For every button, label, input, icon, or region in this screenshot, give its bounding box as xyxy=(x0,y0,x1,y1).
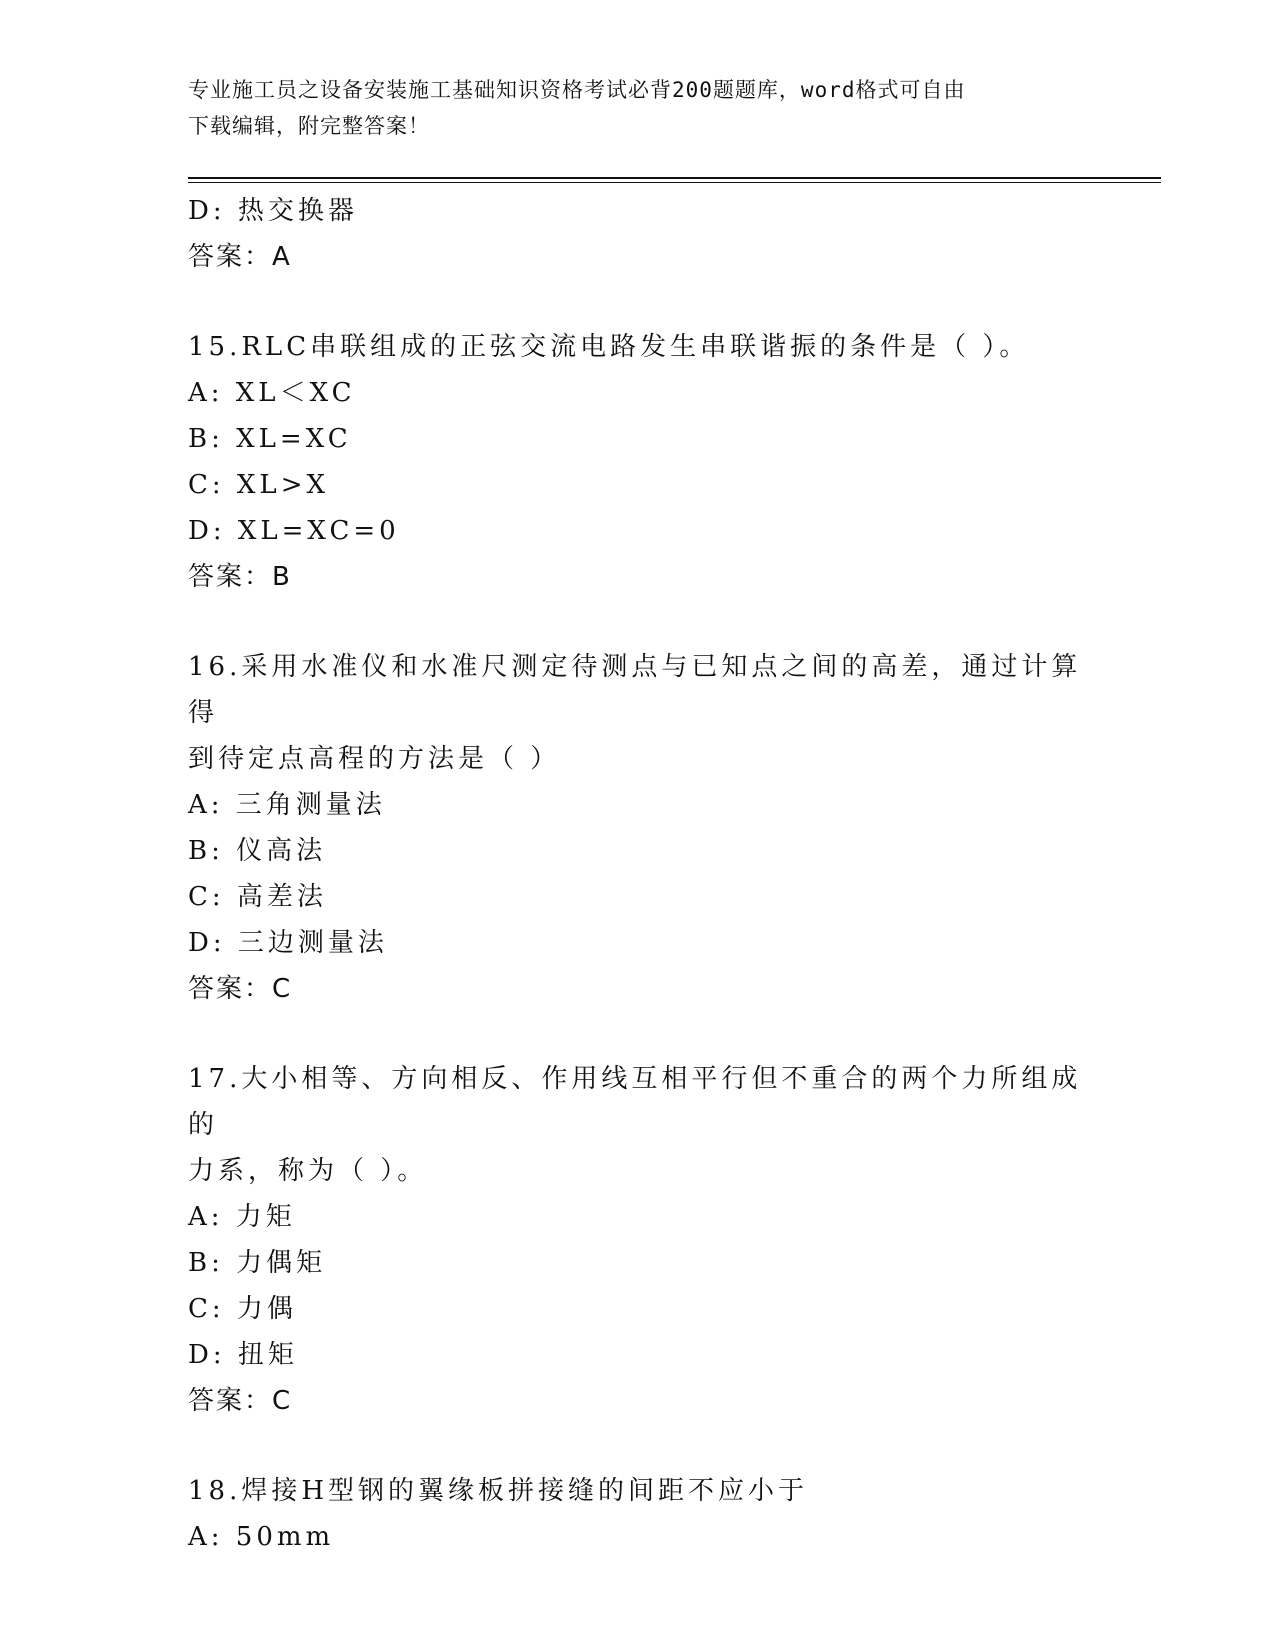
question-stem-line-1: 16.采用水准仪和水准尺测定待测点与已知点之间的高差，通过计算得 xyxy=(188,652,1082,728)
option-a: A: 力矩 xyxy=(188,1202,296,1232)
option-c: C: 高差法 xyxy=(188,882,327,912)
previous-question-tail xyxy=(188,188,1088,280)
answer-line: 答案：A xyxy=(188,242,292,272)
document-header xyxy=(188,72,1068,144)
option-d: D: 热交换器 xyxy=(188,196,358,226)
question-18 xyxy=(188,1468,1088,1560)
header-divider-thin xyxy=(188,182,1161,183)
option-d: D: XL=XC=0 xyxy=(188,516,400,546)
question-17 xyxy=(188,1056,1088,1424)
option-a: A: XL＜XC xyxy=(188,378,356,408)
question-16 xyxy=(188,644,1088,1012)
option-a: A: 50mm xyxy=(188,1522,335,1552)
question-stem-line-2: 力系，称为（ ）。 xyxy=(188,1156,428,1186)
header-line-1: 专业施工员之设备安装施工基础知识资格考试必背200题题库，word格式可自由 xyxy=(188,78,966,102)
header-line-2: 下载编辑，附完整答案！ xyxy=(188,114,430,138)
option-b: B: 仪高法 xyxy=(188,836,327,866)
answer-line: 答案：C xyxy=(188,1386,293,1416)
question-stem: 15.RLC串联组成的正弦交流电路发生串联谐振的条件是（ ）。 xyxy=(188,332,1030,362)
option-c: C: 力偶 xyxy=(188,1294,297,1324)
question-stem-line-1: 17.大小相等、方向相反、作用线互相平行但不重合的两个力所组成的 xyxy=(188,1064,1082,1140)
question-stem-line-2: 到待定点高程的方法是（ ） xyxy=(188,744,561,774)
option-b: B: XL=XC xyxy=(188,424,352,454)
option-d: D: 三边测量法 xyxy=(188,928,388,958)
option-a: A: 三角测量法 xyxy=(188,790,386,820)
header-divider-thick xyxy=(188,177,1161,179)
answer-line: 答案：C xyxy=(188,974,293,1004)
option-d: D: 扭矩 xyxy=(188,1340,298,1370)
option-c: C: XL>X xyxy=(188,470,329,500)
question-15 xyxy=(188,324,1088,600)
question-list xyxy=(188,188,1088,1560)
question-stem: 18.焊接H型钢的翼缘板拼接缝的间距不应小于 xyxy=(188,1476,809,1506)
answer-line: 答案：B xyxy=(188,562,292,592)
option-b: B: 力偶矩 xyxy=(188,1248,327,1278)
